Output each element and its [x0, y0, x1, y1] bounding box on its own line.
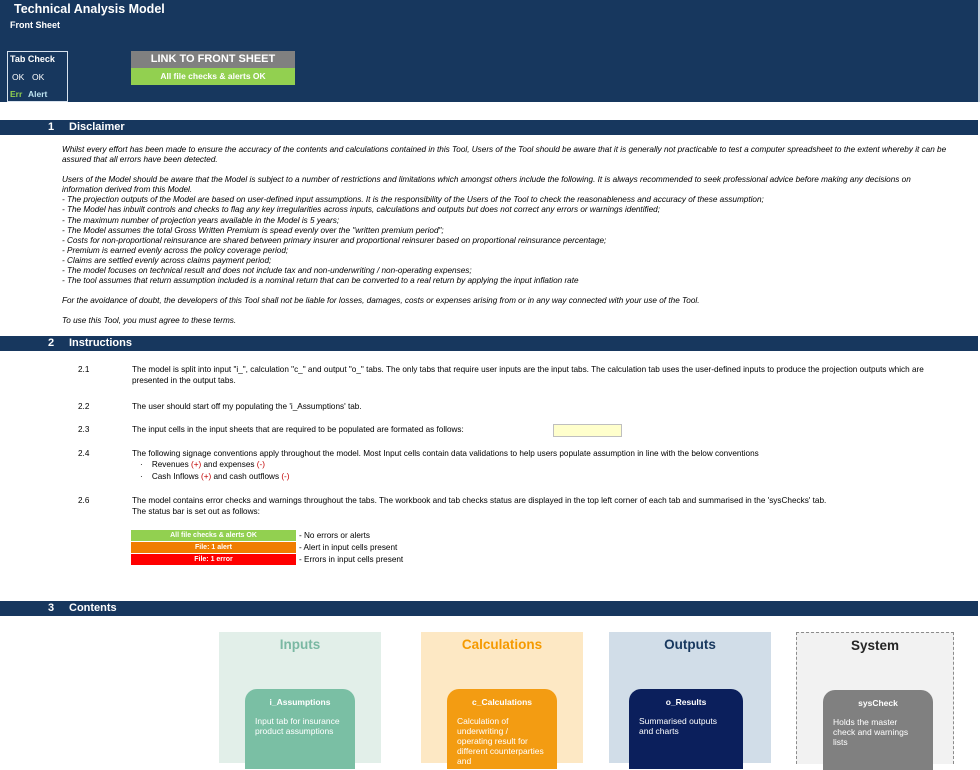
- disclaimer-bullet: - Costs for non-proportional reinsurance are shared between primary insurer and proportional reinsurer based on proportional reinsurance percentage;: [62, 235, 607, 245]
- page-subtitle: Front Sheet: [10, 20, 61, 30]
- instruction-text: The following signage conventions apply throughout the model. Most Input cells contain data validations to help users populate assumption in line with the below conventions: [132, 449, 759, 458]
- tab-check-err: Err: [10, 89, 23, 99]
- bullet-text: Cash Inflows: [151, 472, 201, 481]
- contents-card-inputs: [219, 632, 381, 763]
- contents-card-calculations: [421, 632, 583, 766]
- status-alert-sample: File: 1 alert: [131, 542, 296, 553]
- sign-convention-bullet: · Cash Inflows (+) and cash outflows (-): [140, 472, 290, 481]
- section-bar-disclaimer: [0, 120, 978, 135]
- disclaimer-paragraph: Users of the Model should be aware that the Model is subject to a number of restrictions and limitations which amongst others include the following. It is always recommended to seek professional advice before making any decisions on information derived from this Model.: [62, 175, 911, 195]
- disclaimer-paragraph: For the avoidance of doubt, the developers of this Tool shall not be liable for losses, damages, costs or expenses arising from or in any way connected with your use of the Tool.: [62, 296, 700, 306]
- tab-link-syscheck[interactable]: [823, 690, 933, 770]
- disclaimer-bullet: - Claims are settled evenly across claims payment period;: [62, 255, 272, 265]
- section-title: Instructions: [69, 337, 132, 349]
- section-number: 1: [48, 121, 55, 133]
- instruction-text: The input cells in the input sheets that are required to be populated are formated as follows:: [132, 425, 464, 434]
- disclaimer-paragraph: Whilst every effort has been made to ensure the accuracy of the contents and calculations contained in this Tool, Users of the Tool should be aware that it is generally not practicable to test a computer spreadsheet to the extent whereby it can be assured that all errors have been detected.: [62, 145, 947, 165]
- tab-check-heading: Tab Check: [10, 54, 55, 64]
- card-title: Inputs: [279, 637, 321, 652]
- tab-name: i_Assumptions: [269, 697, 331, 707]
- tab-name: sysCheck: [858, 698, 898, 708]
- tab-link-c-calculations[interactable]: [447, 689, 557, 769]
- tab-link-o-results[interactable]: [629, 689, 743, 769]
- section-title: Contents: [69, 602, 117, 614]
- link-to-front-sheet-button[interactable]: LINK TO FRONT SHEET: [131, 51, 295, 68]
- bullet-text: and expenses: [201, 460, 257, 469]
- section-bar-instructions: [0, 336, 978, 351]
- section-title: Disclaimer: [69, 121, 125, 133]
- sign-minus: (-): [281, 472, 290, 481]
- tab-name: c_Calculations: [472, 697, 532, 707]
- disclaimer-text: [62, 145, 952, 326]
- disclaimer-bullet: - The Model assumes the total Gross Written Premium is spead evenly over the "written premium period";: [62, 225, 444, 235]
- section-bar-contents: [0, 601, 978, 616]
- input-cell-swatch: [553, 424, 622, 437]
- section-number: 3: [48, 602, 55, 614]
- tab-description: Calculation of underwriting / operating result for different counterparties and: [457, 716, 544, 766]
- instruction-text: The model contains error checks and warnings throughout the tabs. The workbook and tab checks status are displayed in the top left corner of each tab and summarised in the 'sysChecks' tab.: [132, 496, 827, 505]
- status-alert-label: - Alert in input cells present: [299, 543, 398, 552]
- status-error-sample: File: 1 error: [131, 554, 296, 565]
- bullet-text: and cash outflows: [211, 472, 282, 481]
- contents-card-outputs: [609, 632, 771, 763]
- status-ok-label: - No errors or alerts: [299, 531, 370, 540]
- status-error-label: - Errors in input cells present: [299, 555, 404, 564]
- tab-description: Summarised outputs and charts: [639, 716, 717, 736]
- tab-name: o_Results: [665, 697, 707, 707]
- tab-check-ok-1: OK: [12, 72, 25, 82]
- card-title: System: [850, 638, 900, 653]
- disclaimer-paragraph: To use this Tool, you must agree to these terms.: [62, 316, 237, 326]
- tab-link-i-assumptions[interactable]: [245, 689, 355, 769]
- instruction-number: 2.3: [78, 425, 90, 434]
- tab-check-panel: [7, 51, 68, 102]
- card-title: Calculations: [461, 637, 543, 652]
- disclaimer-bullet: - The projection outputs of the Model are based on user-defined input assumptions. It is the responsibility of the Users of the Tool to check the reasonableness and accuracy of these assumption;: [62, 195, 764, 205]
- disclaimer-bullet: - The maximum number of projection years available in the Model is 5 years;: [62, 215, 340, 225]
- tab-description: Input tab for insurance product assumptions: [255, 716, 340, 736]
- tab-check-alert: Alert: [28, 89, 48, 99]
- instruction-number: 2.2: [78, 402, 90, 411]
- disclaimer-bullet: - Premium is earned evenly across the policy coverage period;: [62, 245, 289, 255]
- instruction-number: 2.1: [78, 365, 90, 374]
- tab-description: Holds the master check and warnings lists: [833, 717, 909, 747]
- disclaimer-bullet: - The tool assumes that return assumption included is a nominal return that can be converted to a real return by applying the input inflation rate: [62, 276, 579, 286]
- sign-minus: (-): [256, 460, 265, 469]
- sign-plus: (+): [190, 460, 202, 469]
- status-ok-sample: All file checks & alerts OK: [131, 530, 296, 541]
- contents-card-system: [796, 632, 954, 764]
- section-number: 2: [48, 337, 55, 349]
- instruction-text: The status bar is set out as follows:: [132, 507, 260, 516]
- page-title: Technical Analysis Model: [14, 2, 165, 16]
- file-status-bar: All file checks & alerts OK: [131, 68, 295, 85]
- bullet-text: Revenues: [151, 460, 191, 469]
- card-title: Outputs: [664, 637, 716, 652]
- disclaimer-bullet: - The Model has inbuilt controls and checks to flag any key irregularities across inputs, calculations and outputs but does not correct any errors or warnings identified;: [62, 205, 660, 215]
- sign-convention-bullet: · Revenues (+) and expenses (-): [140, 460, 265, 469]
- disclaimer-bullet: - The model focuses on technical result and does not include tax and non-underwriting / non-operating expenses;: [62, 266, 472, 276]
- instruction-text: The model is split into input "i_", calculation "c_" and output "o_" tabs. The only tabs that require user inputs are the input tabs. The calculation tab uses the user-defined inputs to produce the projection outputs which are presented in the output tabs.: [132, 365, 924, 385]
- tab-check-ok-2: OK: [32, 72, 45, 82]
- sign-plus: (+): [200, 472, 212, 481]
- instruction-number: 2.4: [78, 449, 90, 458]
- instruction-text: The user should start off my populating the 'i_Assumptions' tab.: [132, 402, 362, 411]
- instruction-number: 2.6: [78, 496, 90, 505]
